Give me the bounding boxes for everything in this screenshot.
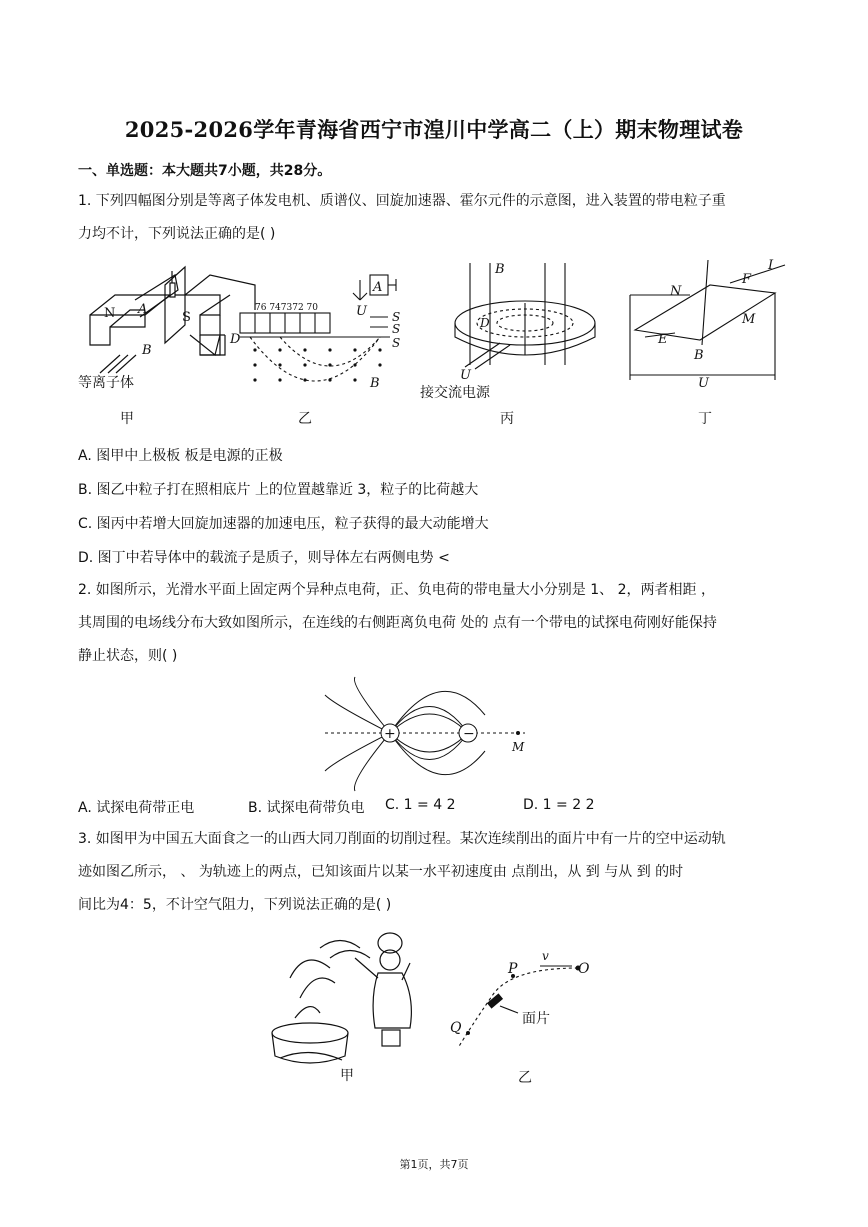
section-heading: 一、单选题：本大题共7小题，共28分。	[78, 163, 332, 179]
ding-caption: 丁	[698, 411, 712, 427]
q2-option-a[interactable]: A. 试探电荷带正电	[78, 800, 195, 816]
q2-option-b[interactable]: B. 试探电荷带负电	[248, 800, 365, 816]
bing-U: U	[460, 368, 471, 383]
jia-caption: 甲	[120, 411, 134, 427]
q1-figure	[70, 255, 800, 435]
q3-jia-caption: 甲	[340, 1068, 354, 1084]
q2-M: M	[512, 740, 525, 754]
q3-figure	[260, 918, 610, 1093]
q3-P: P	[508, 961, 518, 977]
trajectory	[458, 966, 578, 1048]
jia-B: B	[142, 343, 152, 358]
jia-label: 等离子体	[78, 375, 134, 391]
yi-S2: S	[392, 322, 401, 336]
ding-UM: U	[698, 376, 709, 391]
figure-ding	[630, 260, 785, 380]
q3-v0: v	[542, 949, 549, 963]
q1-option-a[interactable]: A. 图甲中上极板 板是电源的正极	[78, 448, 283, 464]
yi-U: U	[356, 304, 367, 319]
q1-stem-line1: 1. 下列四幅图分别是等离子体发电机、质谱仪、回旋加速器、霍尔元件的示意图，进入装置的带电粒子重	[78, 193, 726, 209]
q2-stem-line2: 其周围的电场线分布大致如图所示，在连线的右侧距离负电荷 处的 点有一个带电的试探电荷刚好能保持	[78, 615, 717, 631]
ding-F: F	[742, 272, 752, 287]
q3-Q: Q	[450, 1020, 462, 1036]
yi-D: D	[230, 332, 241, 347]
q3-yi-caption: 乙	[518, 1070, 532, 1086]
q2-option-c[interactable]: C. 1 = 4 2	[385, 797, 456, 813]
q3-O: O	[578, 961, 590, 977]
bing-label: 接交流电源	[420, 385, 490, 401]
chef-illustration	[272, 933, 411, 1063]
bing-D: D	[480, 316, 490, 330]
q2-stem-line3: 静止状态，则( )	[78, 648, 178, 664]
page-title: 2025-2026学年青海省西宁市湟川中学高二（上）期末物理试卷	[124, 117, 744, 142]
q3-stem-line3: 间比为4：5，不计空气阻力，下列说法正确的是( )	[78, 897, 392, 913]
bing-B: B	[495, 262, 505, 277]
ding-I: I	[768, 258, 774, 273]
q2-field-diagram	[310, 675, 570, 795]
figure-bing	[455, 263, 595, 369]
yi-S1: S	[392, 310, 401, 324]
q1-option-c[interactable]: C. 图丙中若增大回旋加速器的加速电压，粒子获得的最大动能增大	[78, 516, 489, 532]
ding-M: M	[742, 312, 756, 327]
yi-S3: S	[392, 336, 401, 350]
ding-N: N	[670, 284, 682, 299]
yi-dots	[253, 348, 381, 381]
jia-S: S	[182, 310, 191, 325]
yi-caption: 乙	[298, 411, 312, 427]
q3-mianpian: 面片	[522, 1011, 550, 1027]
q3-stem-line1: 3. 如图甲为中国五大面食之一的山西大同刀削面的切削过程。某次连续削出的面片中有一片的空中运动轨	[78, 831, 726, 847]
bing-caption: 丙	[500, 411, 514, 427]
page-footer: 第1页，共7页	[399, 1158, 469, 1171]
q1-option-d[interactable]: D. 图丁中若导体中的载流子是质子，则导体左右两侧电势 <	[78, 550, 450, 566]
q2-plus: +	[384, 726, 396, 742]
q1-option-b[interactable]: B. 图乙中粒子打在照相底片 上的位置越靠近 3，粒子的比荷越大	[78, 482, 479, 498]
ding-B: B	[694, 348, 704, 363]
q2-option-d[interactable]: D. 1 = 2 2	[523, 797, 595, 813]
yi-B: B	[370, 376, 380, 391]
jia-A: A	[138, 302, 148, 317]
q2-minus: −	[463, 726, 475, 742]
q1-stem-line2: 力均不计，下列说法正确的是( )	[78, 226, 276, 242]
ding-E: E	[658, 332, 668, 347]
q3-stem-line2: 迹如图乙所示， 、 为轨迹上的两点，已知该面片以某一水平初速度由 点削出，从 到 与从 到 的时	[78, 864, 684, 880]
yi-scale: 76 747372 70	[255, 303, 318, 313]
q2-stem-line1: 2. 如图所示，光滑水平面上固定两个异种点电荷，正、负电荷的带电量大小分别是 1、 2，两者相距 ，	[78, 582, 715, 598]
jia-N: N	[104, 306, 116, 321]
yi-A: A	[373, 280, 383, 295]
